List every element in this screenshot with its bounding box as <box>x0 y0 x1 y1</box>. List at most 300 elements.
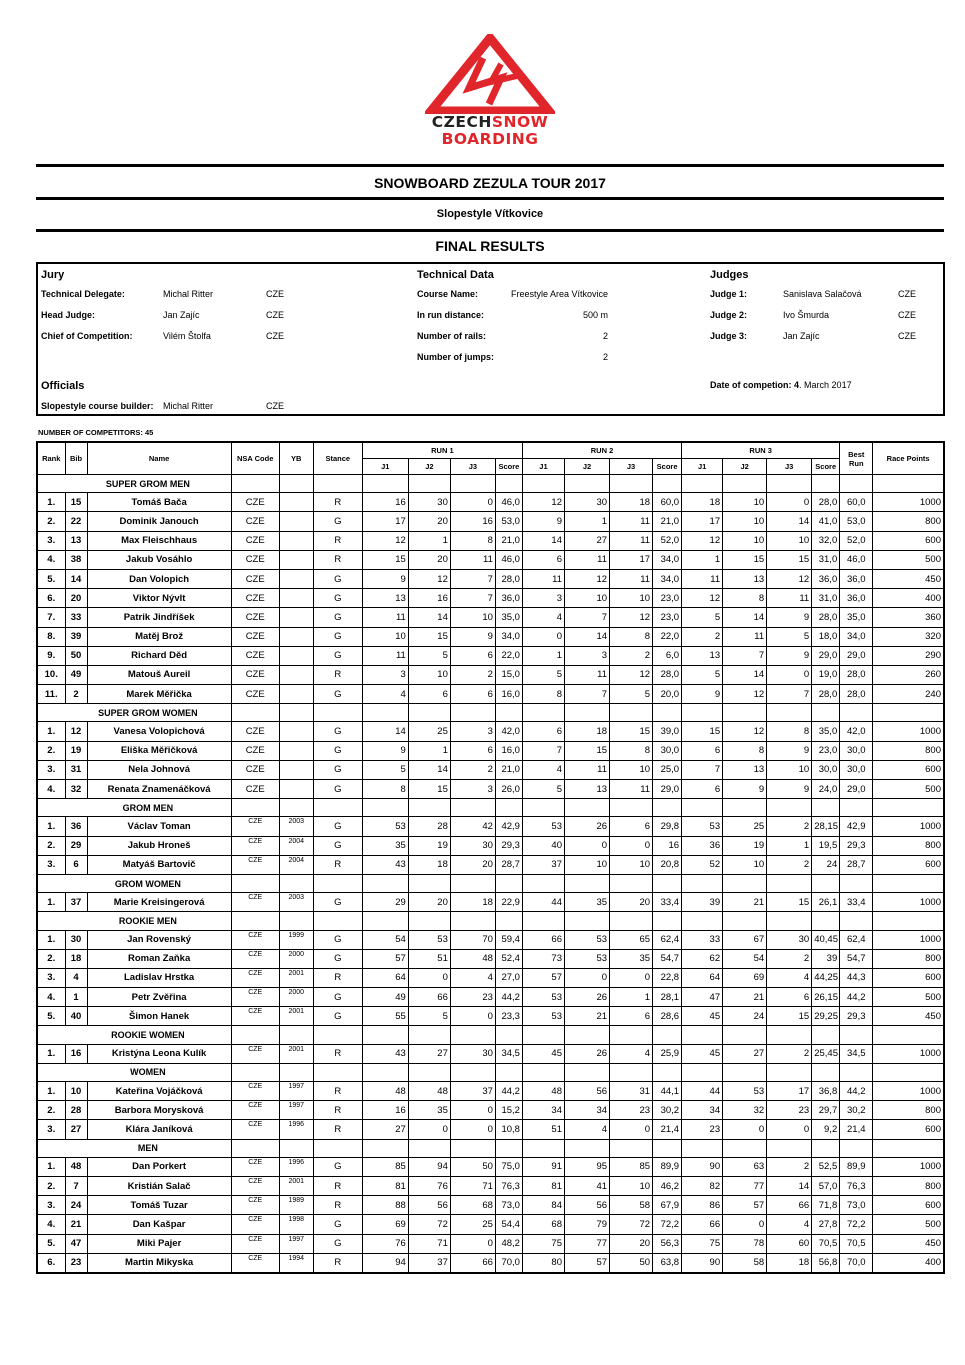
judge-score-cell: 11 <box>610 569 653 588</box>
empty-cell <box>723 799 767 817</box>
best-run-cell: 30,2 <box>840 1101 873 1120</box>
empty-cell <box>723 912 767 930</box>
run-score-cell: 40,45 <box>812 930 840 949</box>
empty-cell <box>610 874 653 892</box>
judge-score-cell: 37 <box>408 1253 450 1273</box>
judges-heading: Judges <box>710 269 749 281</box>
run-score-cell: 22,0 <box>653 627 682 646</box>
run-score-cell: 28,0 <box>812 608 840 627</box>
judge-score-cell: 64 <box>362 968 408 987</box>
run-score-cell: 48,2 <box>495 1234 522 1253</box>
run-score-cell: 52,0 <box>653 531 682 550</box>
judge-score-cell: 80 <box>522 1253 564 1273</box>
yb-cell <box>279 685 313 704</box>
judge-score-cell: 1 <box>522 646 564 665</box>
judge-score-cell: 0 <box>408 1120 450 1139</box>
rank-cell: 1. <box>37 1157 65 1176</box>
judge-score-cell: 12 <box>723 722 767 741</box>
judge-score-cell: 12 <box>723 685 767 704</box>
judge-score-cell: 3 <box>450 780 495 799</box>
empty-cell <box>564 1063 609 1081</box>
bib-cell: 23 <box>65 1253 87 1273</box>
jury-info-box <box>36 262 945 416</box>
judge-score-cell: 8 <box>522 685 564 704</box>
empty-cell <box>812 1063 840 1081</box>
name-cell: Ladislav Hrstka <box>87 968 231 987</box>
rank-cell: 5. <box>37 569 65 588</box>
name-cell: Viktor Nývlt <box>87 589 231 608</box>
judge-score-cell: 21 <box>564 1007 609 1026</box>
stance-cell: G <box>313 589 362 608</box>
judge-score-cell: 3 <box>450 722 495 741</box>
empty-cell <box>450 475 495 493</box>
empty-cell <box>450 1026 495 1044</box>
judge-score-cell: 7 <box>450 569 495 588</box>
empty-cell <box>840 475 873 493</box>
empty-cell <box>682 1063 723 1081</box>
judge-score-cell: 5 <box>610 685 653 704</box>
run-score-cell: 21,0 <box>495 531 522 550</box>
yb-cell <box>279 741 313 760</box>
judge-score-cell: 20 <box>610 893 653 912</box>
logo-wordmark-bottom: BOARDING <box>441 130 539 148</box>
judge-score-cell: 6 <box>408 685 450 704</box>
col-stance: Stance <box>313 442 362 475</box>
yb-cell <box>279 780 313 799</box>
col-name: Name <box>87 442 231 475</box>
judge-score-cell: 7 <box>682 760 723 779</box>
nsa-cell: CZE <box>231 893 279 912</box>
judge-score-cell: 57 <box>564 1253 609 1273</box>
run-score-cell: 89,9 <box>653 1157 682 1176</box>
col-j2: J2 <box>408 459 450 475</box>
judge-score-cell: 12 <box>682 531 723 550</box>
empty-cell <box>564 1026 609 1044</box>
empty-cell <box>408 475 450 493</box>
category-spacer <box>37 874 65 892</box>
empty-cell <box>450 912 495 930</box>
judge-score-cell: 23 <box>610 1101 653 1120</box>
category-name: WOMEN <box>65 1063 231 1081</box>
name-cell: Kristýna Leona Kulík <box>87 1044 231 1063</box>
col-run2: RUN 2 <box>522 442 681 459</box>
category-name: GROM WOMEN <box>65 874 231 892</box>
judge-score-cell: 94 <box>408 1157 450 1176</box>
race-points-cell: 450 <box>873 1234 944 1253</box>
race-points-cell: 1000 <box>873 722 944 741</box>
judge-score-cell: 56 <box>564 1196 609 1215</box>
race-points-cell: 600 <box>873 855 944 874</box>
empty-cell <box>653 1063 682 1081</box>
judge-score-cell: 49 <box>362 988 408 1007</box>
rank-cell: 1. <box>37 930 65 949</box>
empty-cell <box>840 1063 873 1081</box>
table-row <box>37 1196 944 1215</box>
judge-score-cell: 48 <box>450 949 495 968</box>
run-score-cell: 23,0 <box>653 589 682 608</box>
run-score-cell: 23,3 <box>495 1007 522 1026</box>
stance-cell: G <box>313 1007 362 1026</box>
bib-cell: 37 <box>65 893 87 912</box>
empty-cell <box>450 1063 495 1081</box>
jury-label: Chief of Competition: <box>41 331 133 341</box>
judge-score-cell: 5 <box>682 665 723 684</box>
name-cell: Nela Johnová <box>87 760 231 779</box>
yb-cell: 1996 <box>279 1120 313 1139</box>
judge-score-cell: 5 <box>767 627 812 646</box>
name-cell: Martin Mikyska <box>87 1253 231 1273</box>
nsa-cell: CZE <box>231 836 279 855</box>
technical-label: In run distance: <box>417 310 485 320</box>
name-cell: Jan Rovenský <box>87 930 231 949</box>
judge-score-cell: 44 <box>522 893 564 912</box>
judge-score-cell: 12 <box>408 569 450 588</box>
race-points-cell: 360 <box>873 608 944 627</box>
empty-cell <box>495 704 522 722</box>
run-score-cell: 72,2 <box>653 1215 682 1234</box>
judge-score-cell: 2 <box>682 627 723 646</box>
judge-score-cell: 45 <box>682 1007 723 1026</box>
judge-score-cell: 34 <box>564 1101 609 1120</box>
table-row <box>37 627 944 646</box>
judge-score-cell: 7 <box>564 608 609 627</box>
judge-score-cell: 33 <box>682 930 723 949</box>
judge-score-cell: 60 <box>767 1234 812 1253</box>
table-row <box>37 1157 944 1176</box>
name-cell: Richard Děd <box>87 646 231 665</box>
run-score-cell: 29,8 <box>653 817 682 836</box>
category-row <box>37 1026 944 1044</box>
judge-score-cell: 27 <box>564 531 609 550</box>
rank-cell: 8. <box>37 627 65 646</box>
name-cell: Tomáš Bača <box>87 493 231 512</box>
judge-score-cell: 57 <box>723 1196 767 1215</box>
judge-score-cell: 90 <box>682 1253 723 1273</box>
judge-score-cell: 5 <box>362 760 408 779</box>
best-run-cell: 44,2 <box>840 1082 873 1101</box>
judge-score-cell: 69 <box>362 1215 408 1234</box>
judge-score-cell: 0 <box>767 1120 812 1139</box>
judge-score-cell: 1 <box>610 988 653 1007</box>
nsa-cell: CZE <box>231 627 279 646</box>
judge-score-cell: 51 <box>408 949 450 968</box>
rank-cell: 11. <box>37 685 65 704</box>
bib-cell: 2 <box>65 685 87 704</box>
judge-score-cell: 6 <box>610 817 653 836</box>
judge-score-cell: 54 <box>362 930 408 949</box>
bib-cell: 49 <box>65 665 87 684</box>
judge-score-cell: 8 <box>767 722 812 741</box>
jury-label: Head Judge: <box>41 310 96 320</box>
empty-cell <box>610 704 653 722</box>
judge-score-cell: 7 <box>767 685 812 704</box>
judge-score-cell: 23 <box>767 1101 812 1120</box>
technical-label: Number of rails: <box>417 331 487 341</box>
nsa-cell: CZE <box>231 1196 279 1215</box>
judge-score-cell: 17 <box>767 1082 812 1101</box>
category-spacer <box>37 799 65 817</box>
empty-cell <box>450 704 495 722</box>
race-points-cell: 320 <box>873 627 944 646</box>
nsa-cell: CZE <box>231 1007 279 1026</box>
run-score-cell: 23,0 <box>653 608 682 627</box>
run-score-cell: 22,0 <box>495 646 522 665</box>
run-score-cell: 34,5 <box>495 1044 522 1063</box>
empty-cell <box>873 912 944 930</box>
bib-cell: 48 <box>65 1157 87 1176</box>
best-run-cell: 70,0 <box>840 1253 873 1273</box>
run-score-cell: 63,8 <box>653 1253 682 1273</box>
empty-cell <box>723 475 767 493</box>
run-score-cell: 39 <box>812 949 840 968</box>
nsa-cell: CZE <box>231 1176 279 1195</box>
rank-cell: 7. <box>37 608 65 627</box>
best-run-cell: 34,0 <box>840 627 873 646</box>
rank-cell: 4. <box>37 780 65 799</box>
nsa-cell: CZE <box>231 685 279 704</box>
judge-score-cell: 11 <box>522 569 564 588</box>
table-row <box>37 893 944 912</box>
col-j1: J1 <box>522 459 564 475</box>
judge-score-cell: 52 <box>682 855 723 874</box>
stance-cell: R <box>313 1120 362 1139</box>
empty-cell <box>231 475 279 493</box>
run-score-cell: 28,0 <box>653 665 682 684</box>
judge-score-cell: 0 <box>408 968 450 987</box>
technical-value: 2 <box>602 331 608 341</box>
empty-cell <box>450 874 495 892</box>
empty-cell <box>873 1139 944 1157</box>
divider <box>36 197 944 200</box>
judge-score-cell: 53 <box>522 1007 564 1026</box>
judge-score-cell: 11 <box>564 550 609 569</box>
judge-score-cell: 20 <box>408 550 450 569</box>
empty-cell <box>812 1139 840 1157</box>
empty-cell <box>313 704 362 722</box>
judge-score-cell: 15 <box>767 893 812 912</box>
empty-cell <box>767 874 812 892</box>
stance-cell: G <box>313 722 362 741</box>
empty-cell <box>653 1026 682 1044</box>
judge-score-cell: 48 <box>408 1082 450 1101</box>
stance-cell: G <box>313 1157 362 1176</box>
table-row <box>37 949 944 968</box>
yb-cell: 2001 <box>279 1007 313 1026</box>
stance-cell: G <box>313 627 362 646</box>
empty-cell <box>495 912 522 930</box>
judge-score-cell: 53 <box>362 817 408 836</box>
judge-score-cell: 1 <box>408 741 450 760</box>
empty-cell <box>408 874 450 892</box>
judge-score-cell: 85 <box>362 1157 408 1176</box>
bib-cell: 27 <box>65 1120 87 1139</box>
run-score-cell: 44,2 <box>495 1082 522 1101</box>
best-run-cell: 89,9 <box>840 1157 873 1176</box>
judge-score-cell: 0 <box>564 836 609 855</box>
bib-cell: 24 <box>65 1196 87 1215</box>
judge-score-cell: 6 <box>682 741 723 760</box>
race-points-cell: 800 <box>873 741 944 760</box>
yb-cell <box>279 512 313 531</box>
name-cell: Marek Měřička <box>87 685 231 704</box>
judge-score-cell: 58 <box>610 1196 653 1215</box>
run-score-cell: 34,0 <box>653 569 682 588</box>
judge-score-cell: 35 <box>564 893 609 912</box>
judge-score-cell: 91 <box>522 1157 564 1176</box>
empty-cell <box>812 704 840 722</box>
run-score-cell: 30,0 <box>653 741 682 760</box>
col-rank: Rank <box>37 442 65 475</box>
stance-cell: G <box>313 760 362 779</box>
judge-score-cell: 53 <box>682 817 723 836</box>
judge-score-cell: 48 <box>362 1082 408 1101</box>
empty-cell <box>610 799 653 817</box>
judge-score-cell: 4 <box>362 685 408 704</box>
bib-cell: 10 <box>65 1082 87 1101</box>
judge-score-cell: 14 <box>767 1176 812 1195</box>
empty-cell <box>812 1026 840 1044</box>
col-j3: J3 <box>610 459 653 475</box>
judge-score-cell: 6 <box>522 550 564 569</box>
run-score-cell: 28,1 <box>653 988 682 1007</box>
name-cell: Václav Toman <box>87 817 231 836</box>
judge-score-cell: 72 <box>408 1215 450 1234</box>
rank-cell: 1. <box>37 722 65 741</box>
category-row <box>37 1139 944 1157</box>
run-score-cell: 39,0 <box>653 722 682 741</box>
judge-score-cell: 26 <box>564 988 609 1007</box>
bib-cell: 38 <box>65 550 87 569</box>
race-points-cell: 500 <box>873 780 944 799</box>
judge-score-cell: 2 <box>610 646 653 665</box>
yb-cell <box>279 531 313 550</box>
empty-cell <box>279 704 313 722</box>
table-row <box>37 968 944 987</box>
jury-label: Technical Delegate: <box>41 289 125 299</box>
table-row <box>37 1253 944 1273</box>
empty-cell <box>767 1139 812 1157</box>
yb-cell <box>279 493 313 512</box>
nsa-cell: CZE <box>231 569 279 588</box>
best-run-cell: 52,0 <box>840 531 873 550</box>
empty-cell <box>495 475 522 493</box>
yb-cell <box>279 722 313 741</box>
run-score-cell: 25,45 <box>812 1044 840 1063</box>
table-row <box>37 685 944 704</box>
judge-score-cell: 77 <box>723 1176 767 1195</box>
table-row <box>37 589 944 608</box>
stance-cell: G <box>313 930 362 949</box>
judge-score-cell: 9 <box>522 512 564 531</box>
judge-score-cell: 2 <box>767 1157 812 1176</box>
judge-score-cell: 15 <box>682 722 723 741</box>
nsa-cell: CZE <box>231 1215 279 1234</box>
yb-cell <box>279 627 313 646</box>
bib-cell: 40 <box>65 1007 87 1026</box>
empty-cell <box>767 1026 812 1044</box>
run-score-cell: 24,0 <box>812 780 840 799</box>
nsa-cell: CZE <box>231 589 279 608</box>
category-name: SUPER GROM MEN <box>65 475 231 493</box>
run-score-cell: 59,4 <box>495 930 522 949</box>
jury-nat: CZE <box>266 331 284 341</box>
judge-score-cell: 21 <box>723 988 767 1007</box>
run-score-cell: 31,0 <box>812 589 840 608</box>
empty-cell <box>564 1139 609 1157</box>
empty-cell <box>767 799 812 817</box>
empty-cell <box>840 912 873 930</box>
judge-score-cell: 15 <box>408 780 450 799</box>
judge-score-cell: 11 <box>450 550 495 569</box>
category-row <box>37 799 944 817</box>
judge-score-cell: 21 <box>723 893 767 912</box>
judge-score-cell: 14 <box>723 608 767 627</box>
judge-score-cell: 16 <box>450 512 495 531</box>
name-cell: Roman Zaňka <box>87 949 231 968</box>
best-run-cell: 53,0 <box>840 512 873 531</box>
judge-score-cell: 6 <box>450 685 495 704</box>
empty-cell <box>362 704 408 722</box>
judge-score-cell: 4 <box>564 1120 609 1139</box>
empty-cell <box>362 1139 408 1157</box>
judge-score-cell: 72 <box>610 1215 653 1234</box>
judge-score-cell: 13 <box>723 569 767 588</box>
race-points-cell: 800 <box>873 1176 944 1195</box>
nsa-cell: CZE <box>231 988 279 1007</box>
rank-cell: 2. <box>37 836 65 855</box>
yb-cell: 1999 <box>279 930 313 949</box>
czech-snowboarding-logo <box>425 34 555 152</box>
bib-cell: 30 <box>65 930 87 949</box>
empty-cell <box>840 874 873 892</box>
empty-cell <box>610 1063 653 1081</box>
empty-cell <box>682 475 723 493</box>
rank-cell: 1. <box>37 1044 65 1063</box>
empty-cell <box>873 1026 944 1044</box>
run-score-cell: 29,0 <box>812 646 840 665</box>
judge-score-cell: 23 <box>450 988 495 1007</box>
judge-score-cell: 23 <box>682 1120 723 1139</box>
run-score-cell: 25,0 <box>653 760 682 779</box>
competition-date: Date of competion: 4. March 2017 <box>710 380 852 390</box>
table-row <box>37 1120 944 1139</box>
empty-cell <box>564 475 609 493</box>
judge-score-cell: 73 <box>522 949 564 968</box>
run-score-cell: 6,0 <box>653 646 682 665</box>
judge-score-cell: 14 <box>408 760 450 779</box>
best-run-cell: 73,0 <box>840 1196 873 1215</box>
run-score-cell: 29,7 <box>812 1101 840 1120</box>
judge-score-cell: 14 <box>408 608 450 627</box>
run-score-cell: 28,7 <box>495 855 522 874</box>
rank-cell: 3. <box>37 760 65 779</box>
judge-score-cell: 6 <box>682 780 723 799</box>
judge-score-cell: 53 <box>723 1082 767 1101</box>
race-points-cell: 600 <box>873 531 944 550</box>
run-score-cell: 52,4 <box>495 949 522 968</box>
empty-cell <box>840 1139 873 1157</box>
best-run-cell: 54,7 <box>840 949 873 968</box>
run-score-cell: 52,5 <box>812 1157 840 1176</box>
yb-cell: 2003 <box>279 817 313 836</box>
judge-score-cell: 25 <box>450 1215 495 1234</box>
run-score-cell: 36,0 <box>812 569 840 588</box>
judge-score-cell: 79 <box>564 1215 609 1234</box>
empty-cell <box>653 704 682 722</box>
rank-cell: 5. <box>37 1234 65 1253</box>
run-score-cell: 16,0 <box>495 685 522 704</box>
run-score-cell: 20,8 <box>653 855 682 874</box>
